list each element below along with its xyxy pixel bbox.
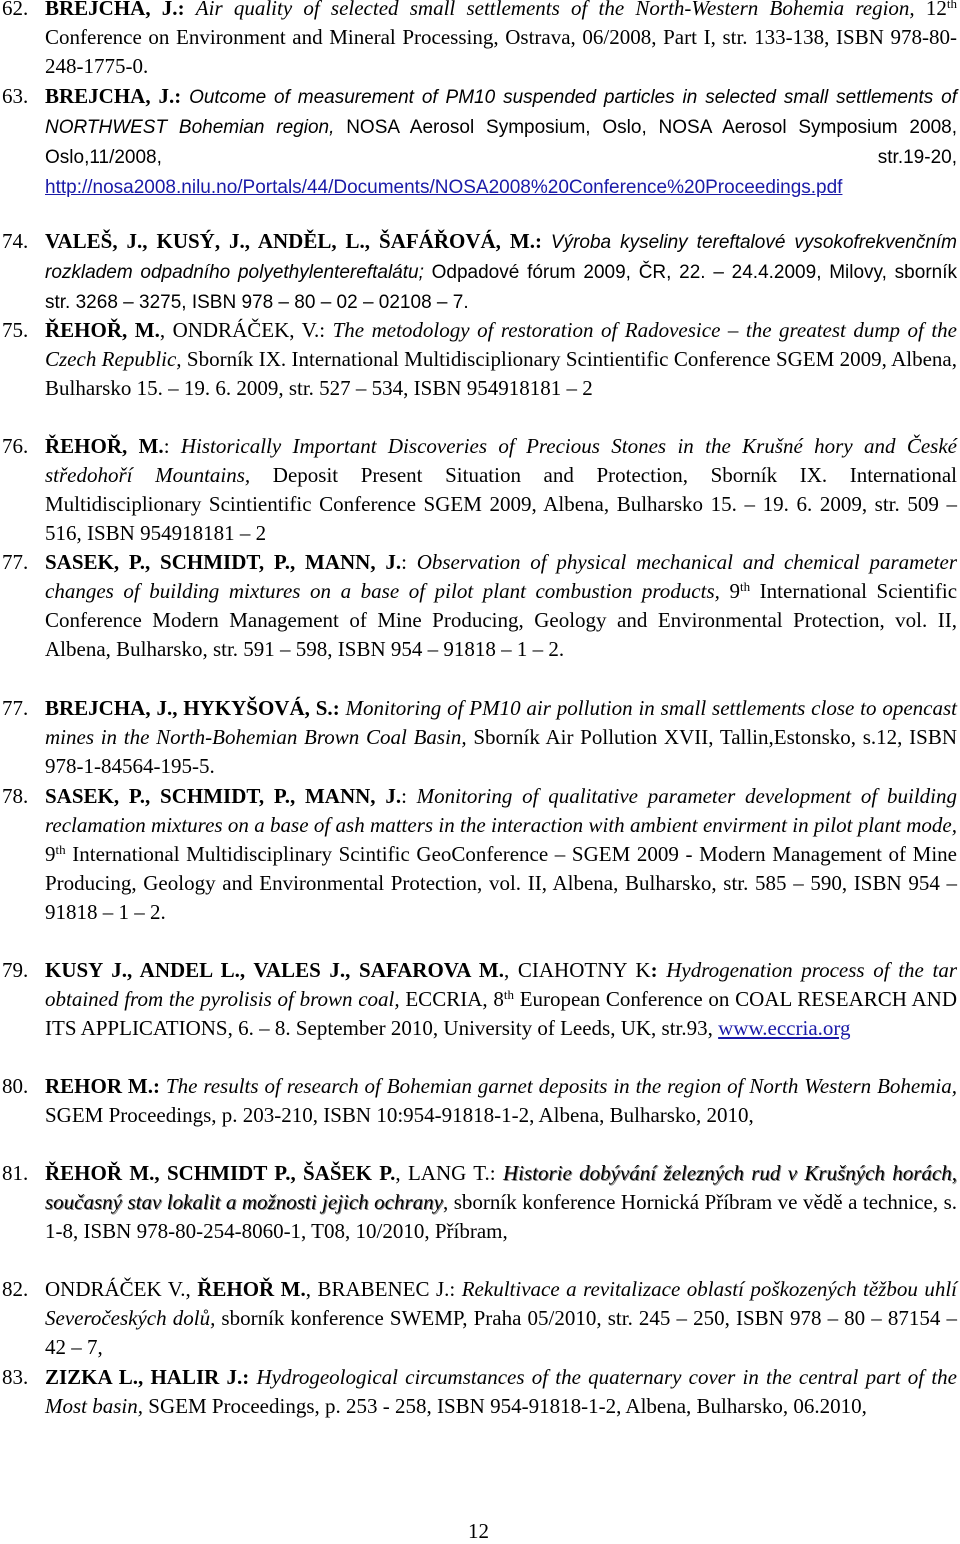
title-text: The metodology of restoration of Radovesice – the greatest dump of the Czech Republic, (45, 318, 957, 371)
source-text: 9 (45, 842, 56, 866)
author-text: BREJCHA, J. (45, 0, 178, 20)
source-text: : (401, 784, 417, 808)
author-text: ŘEHOŘ, M. (45, 434, 164, 458)
title-text: Hydrogenation process of the tar obtained from the pyrolisis of brown coal, (45, 958, 957, 1011)
source-text: NOSA Aerosol Symposium, Oslo, NOSA Aerosol Symposium 2008, Oslo,11/2008, str.19-20, (45, 117, 957, 168)
author-text: SASEK, P., SCHMIDT, P., MANN, J. (45, 784, 402, 808)
reference-entry (0, 0, 957, 81)
title-text: Výroba kyseliny tereftalové vysokofrekvenčním rozkladem odpadního polyethylentereftalátu; (45, 232, 957, 283)
entry-number: 78. (2, 784, 29, 808)
author-text: : (174, 84, 190, 108)
source-text: sborník konference SWEMP, Praha 05/2010, str. 245 – 250, ISBN 978 – 80 – 87154 – 42 – 7, (45, 1306, 957, 1359)
source-text: 12 (914, 0, 947, 20)
source-text: SGEM Proceedings, p. 253 - 258, ISBN 954-91818-1-2, Albena, Bulharsko, 06.2010, (143, 1394, 867, 1418)
author-text: SASEK, P., SCHMIDT, P., MANN, J. (45, 550, 402, 574)
title-text: Air quality of selected small settlements of the North-Western Bohemia region, (195, 0, 915, 20)
reference-entry (0, 1363, 957, 1421)
source-text: th (55, 842, 66, 857)
title-text: Historically Important Discoveries of Precious Stones in the Krušné hory and České středohoří Mountains, (45, 434, 957, 487)
reference-entry (0, 694, 957, 781)
source-text: , sborník konference Hornická Příbram ve vědě a technice, s. 1-8, ISBN 978-80-254-8060-1, T08, 10/2010, Příbram, (45, 1190, 957, 1243)
reference-entry (0, 1159, 957, 1246)
source-text: European Conference on COAL RESEARCH AND ITS APPLICATIONS, 6. – 8. September 2010, University of Leeds, UK, str.93, (45, 987, 957, 1040)
entry-number: 82. (2, 1277, 29, 1301)
entry-number: 63. (2, 84, 29, 108)
reference-entry (0, 227, 957, 317)
author-text: : (153, 1074, 166, 1098)
entry-text (45, 1275, 957, 1362)
reference-entry (0, 956, 957, 1043)
entry-number: 75. (2, 318, 29, 342)
reference-link[interactable]: www.eccria.org (718, 1016, 851, 1040)
author-text: BREJCHA, J., HYKYŠOVÁ, S. (45, 696, 333, 720)
entry-text (45, 0, 957, 81)
source-text: ECCRIA, 8 (399, 987, 504, 1011)
reference-entry (0, 782, 957, 927)
entry-number: 77. (2, 550, 29, 574)
entry-number: 80. (2, 1074, 29, 1098)
reference-entry (0, 316, 957, 403)
source-text: SGEM Proceedings, p. 203-210, ISBN 10:954-91818-1-2, Albena, Bulharsko, 2010, (45, 1103, 754, 1127)
source-text: Sborník Air Pollution XVII, Tallin,Estonsko, s.12, ISBN 978-1-84564-195-5. (45, 725, 957, 778)
entry-text (45, 316, 957, 403)
reference-link[interactable]: http://nosa2008.nilu.no/Portals/44/Documents/NOSA2008%20Conference%20Proceedings.pdf (45, 177, 843, 198)
entry-text (45, 1072, 957, 1130)
entry-text (45, 432, 957, 548)
title-text: Rekultivace a revitalizace oblastí poškozených těžbou uhlí Severočeských dolů, (45, 1277, 957, 1330)
title-text: Outcome of measurement of PM10 suspended particles in selected small settlements of NORTHWEST Bohemian region, (45, 87, 957, 138)
source-text: Odpadové fórum 2009, ČR, 22. – 24.4.2009, Milovy, sborník str. 3268 – 3275, ISBN 978 – 80 – 02 – 02108 – 7. (45, 262, 957, 313)
entry-text (45, 227, 957, 317)
entry-text (45, 548, 957, 664)
source-text: th (946, 0, 958, 11)
source-text: Deposit Present Situation and Protection, Sborník IX. International Multidisciplionary Scintientific Conference SGEM 2009, Albena, Bulharsko 15. – 19. 6. 2009, str. 509 – 516, ISBN 954918181 – 2 (45, 463, 958, 545)
entry-text (45, 82, 957, 202)
author-text: ŘEHOŘ M. (197, 1277, 306, 1301)
source-text: International Multidisciplinary Scintific GeoConference – SGEM 2009 - Modern Management of Mine Producing, Geology and Environmental Protection, vol. II, Albena, Bulharsko, str. 585 – 590, ISBN 954 – 91818 – 1 – 2. (45, 842, 957, 924)
entry-number: 77. (2, 696, 29, 720)
title-text: Historie dobývání železných rud v Krušných horách, současný stav lokalit a možnosti jejich ochrany (45, 1161, 957, 1214)
entry-text (45, 1159, 957, 1246)
source-text: ONDRÁČEK V., (45, 1277, 198, 1301)
reference-entry (0, 548, 957, 664)
source-text: 9 (719, 579, 740, 603)
author-text: : (332, 696, 346, 720)
source-text: Conference on Environment and Mineral Processing, Ostrava, 06/2008, Part I, str. 133-138, ISBN 978-80-248-1775-0. (45, 25, 957, 78)
entry-number: 79. (2, 958, 29, 982)
entry-text (45, 1363, 957, 1421)
author-text: VALEŠ, J., KUSÝ, J., ANDĚL, L., ŠAFÁŘOVÁ, M. (45, 229, 535, 253)
author-text: KUSY J., ANDEL L., VALES J., SAFAROVA M. (45, 958, 504, 982)
author-text: REHOR M. (45, 1074, 153, 1098)
source-text: , ONDRÁČEK, V.: (159, 318, 333, 342)
entry-number: 62. (2, 0, 29, 20)
entry-number: 81. (2, 1161, 29, 1185)
entry-text (45, 782, 957, 927)
author-text: ZIZKA L., HALIR J. (45, 1365, 243, 1389)
reference-entry (0, 432, 957, 548)
reference-entry (0, 1072, 957, 1130)
entry-text (45, 956, 957, 1043)
author-text: : (650, 958, 667, 982)
source-text: Sborník IX. International Multidisciplionary Scintientific Conference SGEM 2009, Albena, Bulharsko 15. – 19. 6. 2009, str. 527 – 534, ISBN 954918181 – 2 (45, 347, 957, 400)
reference-entry (0, 1275, 957, 1362)
author-text: : (177, 0, 196, 20)
source-text: th (503, 987, 514, 1002)
entry-number: 74. (2, 229, 29, 253)
author-text: ŘEHOŘ, M. (45, 318, 160, 342)
source-text: , LANG T.: (395, 1161, 503, 1185)
source-text: , CIAHOTNY K (503, 958, 651, 982)
source-text: International Scientific Conference Modern Management of Mine Producing, Geology and Environmental Protection, vol. II, Albena, Bulharsko, str. 591 – 598, ISBN 954 – 91818 – 1 – 2. (45, 579, 958, 661)
author-text: : (242, 1365, 257, 1389)
author-text: : (534, 229, 551, 253)
source-text: : (401, 550, 417, 574)
title-text: Monitoring of qualitative parameter development of building reclamation mixtures on a base of ash matters in the interaction with ambient envirment in pilot plant mode, (45, 784, 957, 837)
author-text: ŘEHOŘ M., SCHMIDT P., ŠAŠEK P. (45, 1161, 396, 1185)
reference-entry (0, 82, 957, 202)
title-text: Hydrogeological circumstances of the quaternary cover in the central part of the Most basin, (45, 1365, 957, 1418)
author-text: BREJCHA, J. (45, 84, 175, 108)
title-text: The results of research of Bohemian garnet deposits in the region of North Western Bohemia, (165, 1074, 957, 1098)
entry-number: 83. (2, 1365, 29, 1389)
page-number: 12 (468, 1519, 489, 1543)
title-text: Monitoring of PM10 air pollution in small settlements close to opencast mines in the North-Bohemian Brown Coal Basin, (45, 696, 958, 749)
entry-number: 76. (2, 434, 29, 458)
source-text: th (739, 579, 751, 594)
source-text: : (163, 434, 181, 458)
title-text: Observation of physical mechanical and chemical parameter changes of building mixtures on a base of pilot plant combustion products, (45, 550, 957, 603)
entry-text (45, 694, 957, 781)
source-text: , BRABENEC J.: (305, 1277, 462, 1301)
